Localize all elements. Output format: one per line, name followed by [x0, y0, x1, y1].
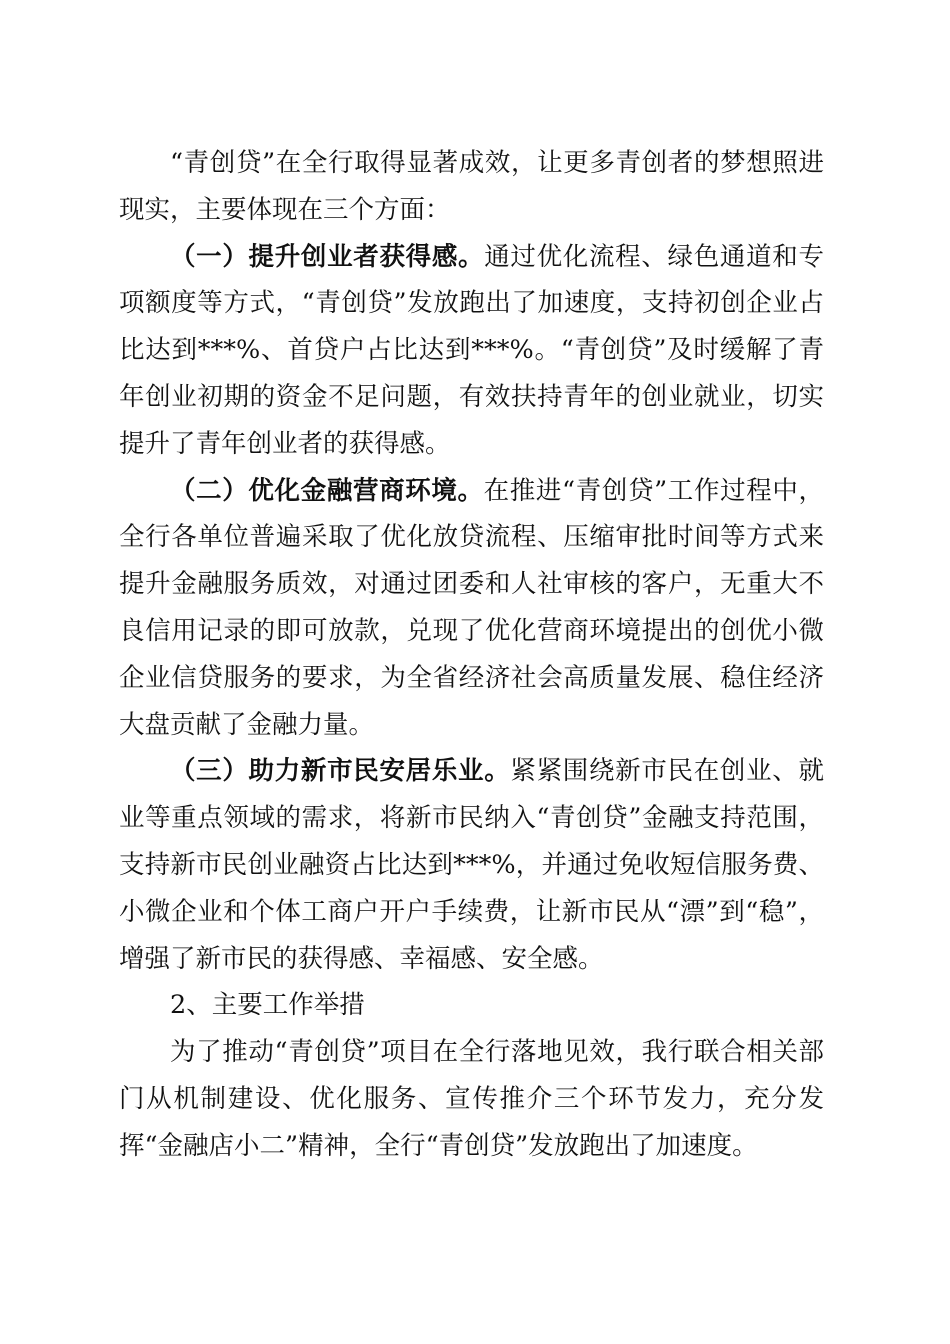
section-one-text: 通过优化流程、绿色通道和专项额度等方式，“青创贷”发放跑出了加速度，支持初创企业占比达到***%、首贷户占比达到***%。“青创贷”及时缓解了青年创业初期的资金不足问题，有效扶持青年的创业就业，切实提升了青年创业者的获得感。 [119, 241, 824, 459]
measures-text: 为了推动“青创贷”项目在全行落地见效，我行联合相关部门从机制建设、优化服务、宣传推介三个环节发力，充分发挥“金融店小二”精神，全行“青创贷”发放跑出了加速度。 [119, 1037, 824, 1161]
document-body [119, 140, 824, 1170]
section-two-text: 在推进“青创贷”工作过程中，全行各单位普遍采取了优化放贷流程、压缩审批时间等方式来提升金融服务质效，对通过团委和人社审核的客户，无重大不良信用记录的即可放款，兑现了优化营商环境提出的创优小微企业信贷服务的要求，为全省经济社会高质量发展、稳住经济大盘贡献了金融力量。 [119, 475, 824, 740]
subheading-paragraph [119, 982, 824, 1029]
intro-paragraph [119, 140, 824, 234]
section-one-heading: （一）提升创业者获得感。 [170, 241, 485, 272]
measures-paragraph [119, 1029, 824, 1169]
section-three-paragraph [119, 748, 824, 982]
section-three-text: 紧紧围绕新市民在创业、就业等重点领域的需求，将新市民纳入“青创贷”金融支持范围，支持新市民创业融资占比达到***%，并通过免收短信服务费、小微企业和个体工商户开户手续费，让新市民从“漂”到“稳”，增强了新市民的获得感、幸福感、安全感。 [119, 756, 824, 974]
intro-text: “青创贷”在全行取得显著成效，让更多青创者的梦想照进现实，主要体现在三个方面： [119, 148, 824, 225]
section-one-paragraph [119, 234, 824, 468]
section-two-paragraph [119, 468, 824, 749]
section-three-heading: （三）助力新市民安居乐业。 [170, 756, 511, 787]
section-two-heading: （二）优化金融营商环境。 [170, 475, 484, 506]
subheading-text: 2、主要工作举措 [170, 990, 365, 1021]
